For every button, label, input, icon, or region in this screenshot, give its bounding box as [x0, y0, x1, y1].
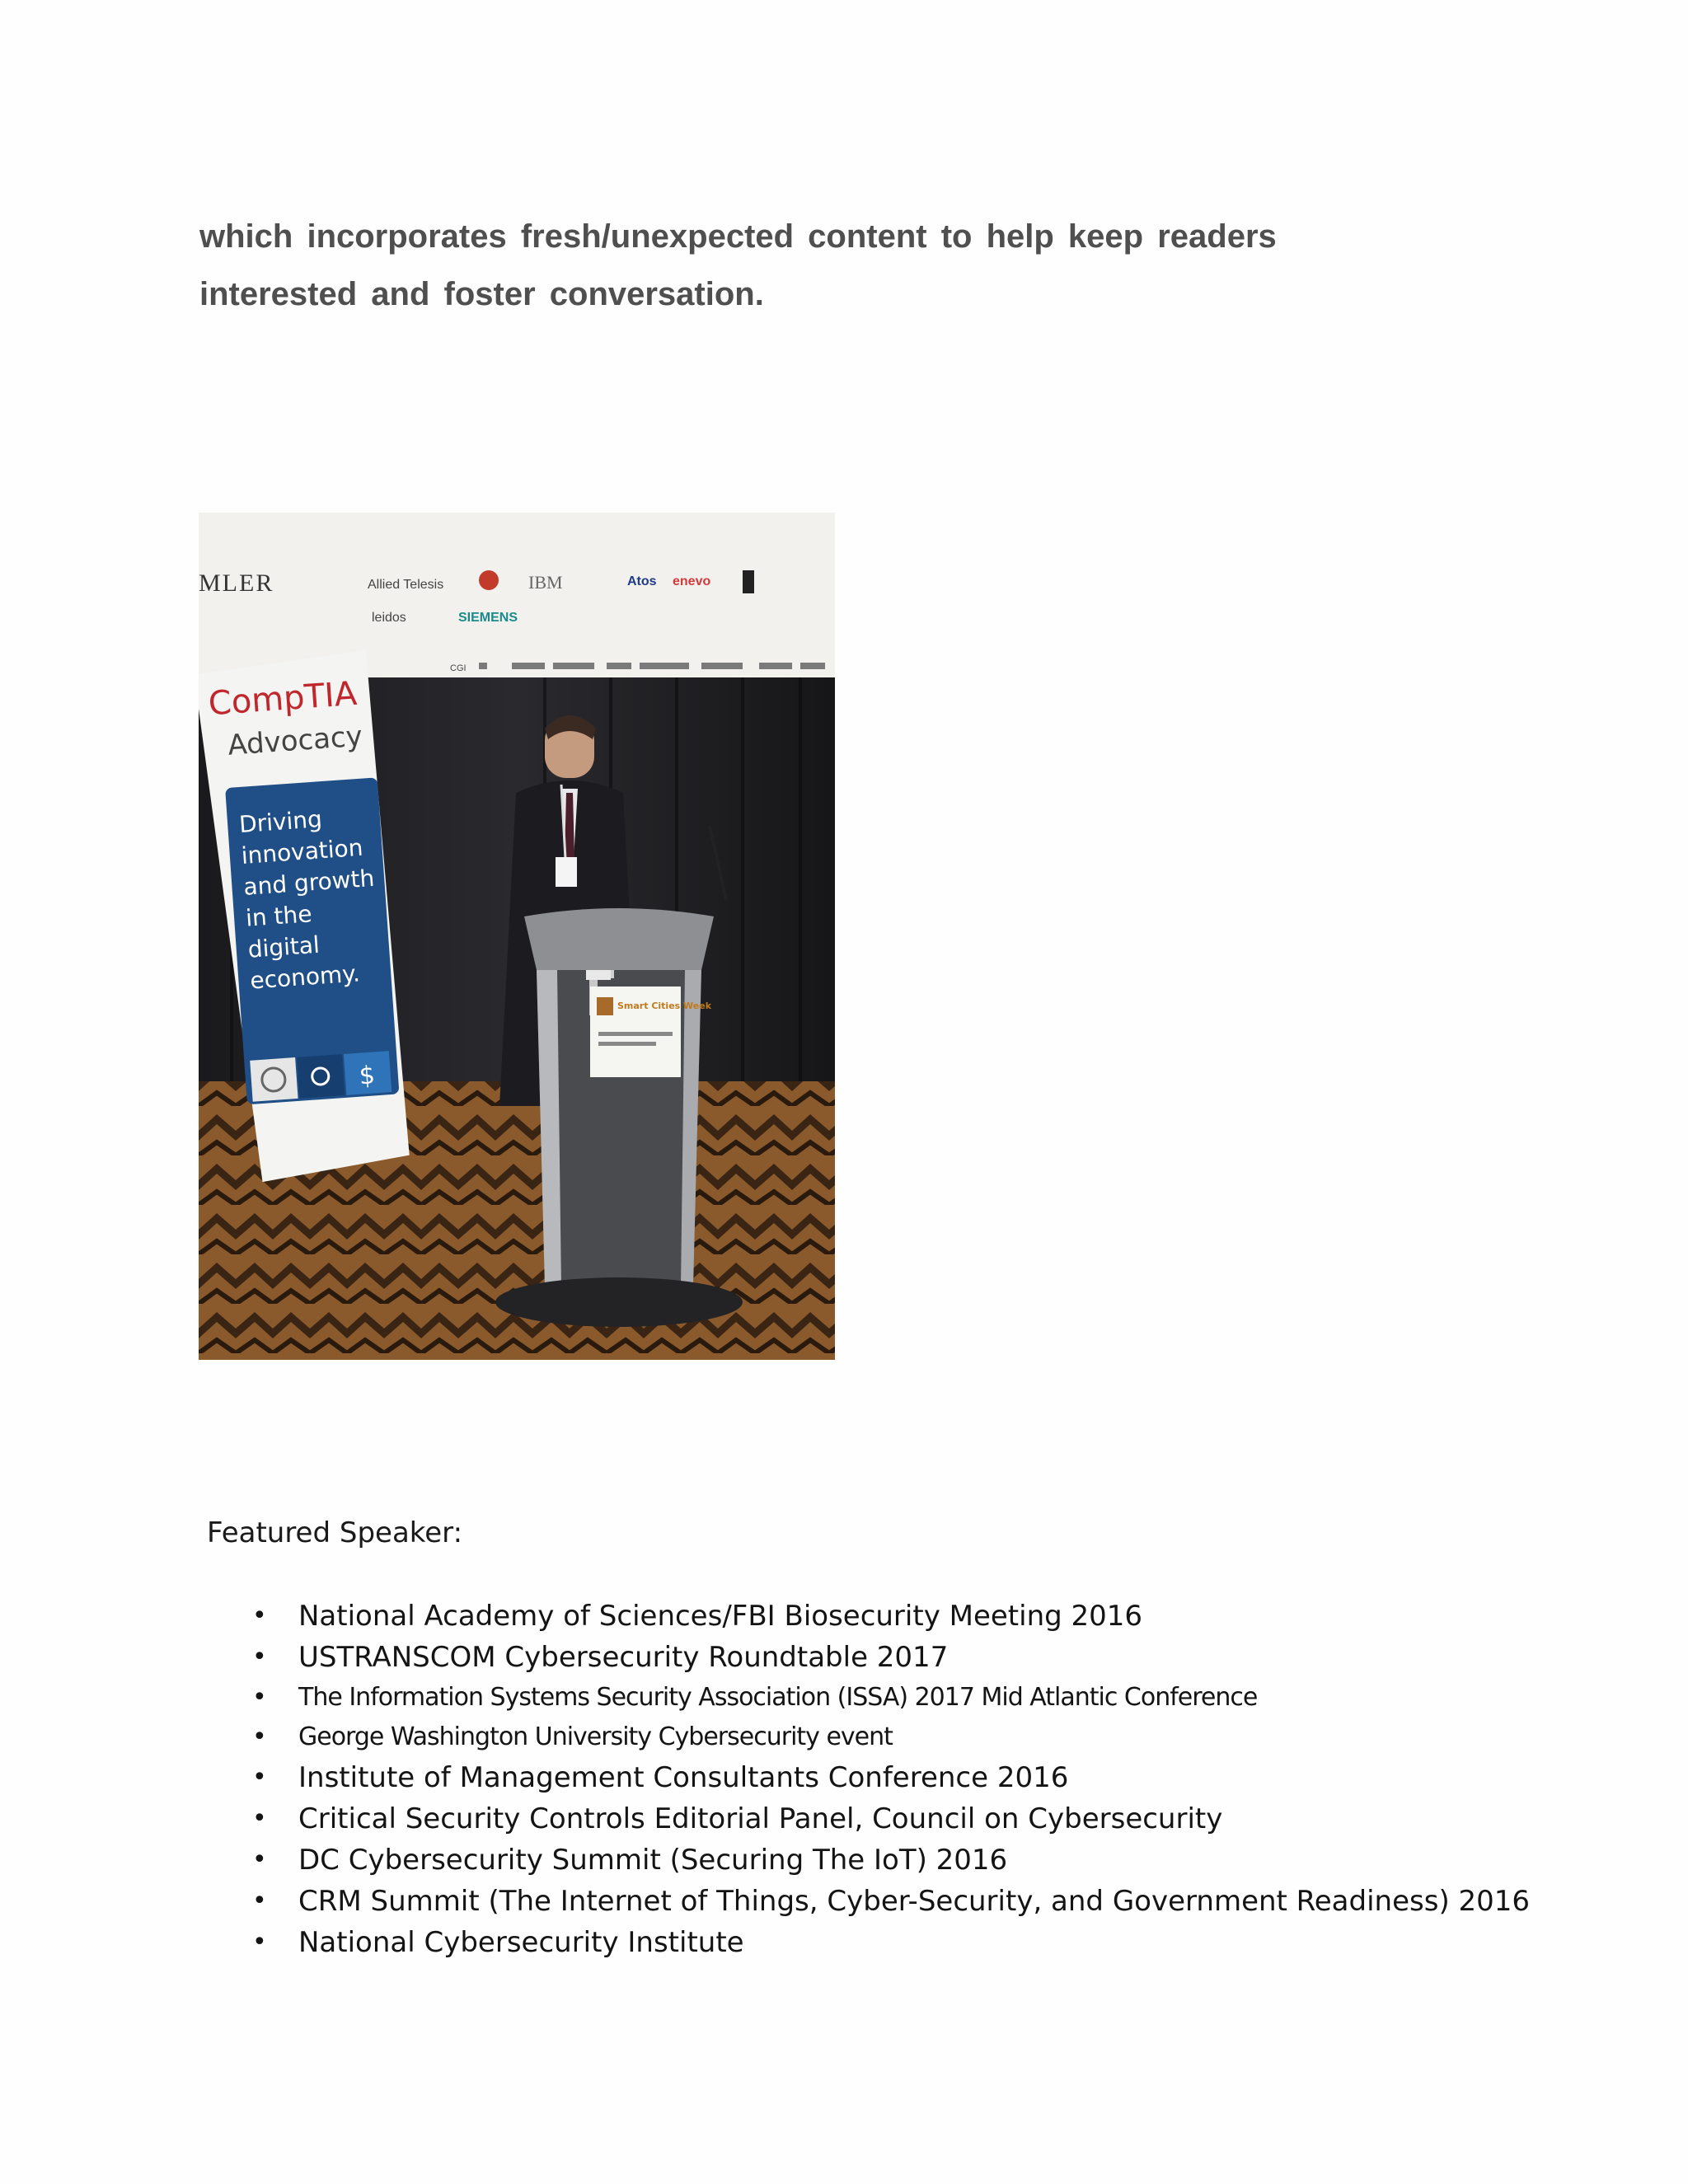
logo-allied-telesis: Allied Telesis: [368, 578, 444, 592]
logo-siemens: SIEMENS: [458, 611, 518, 625]
logo-atos: Atos: [627, 574, 657, 588]
svg-text:$: $: [358, 1061, 377, 1091]
list-item: • USTRANSCOM Cybersecurity Roundtable 2017: [247, 1637, 1530, 1678]
banner-line-5: digital: [246, 930, 321, 963]
bullet-icon: •: [252, 1763, 267, 1792]
event-photo: [199, 513, 835, 1360]
intro-paragraph: [199, 208, 1419, 323]
banner-line-6: economy.: [249, 959, 361, 995]
logo-cgi: CGI: [450, 663, 467, 673]
intro-line-2: interested and foster conversation.: [199, 276, 764, 312]
banner-brand: CompTIA: [207, 674, 359, 724]
bullet-icon: •: [252, 1643, 267, 1671]
logo-enevo: enevo: [673, 574, 711, 588]
list-item: • George Washington University Cybersecurity event: [247, 1718, 1530, 1757]
logo-ibm: IBM: [528, 572, 563, 593]
intro-line-1: which incorporates fresh/unexpected content to help keep readers: [199, 218, 1277, 255]
bullet-icon: •: [252, 1722, 266, 1751]
featured-speaker-heading: Featured Speaker:: [207, 1516, 463, 1549]
bullet-icon: •: [252, 1683, 266, 1712]
logo-leidos: leidos: [372, 611, 406, 625]
list-item: • DC Cybersecurity Summit (Securing The IoT) 2016: [247, 1840, 1530, 1881]
bullet-icon: •: [252, 1804, 267, 1833]
bullet-icon: •: [252, 1928, 267, 1957]
logo-mler: MLER: [199, 569, 274, 597]
list-item: • The Information Systems Security Association (ISSA) 2017 Mid Atlantic Conference: [247, 1678, 1530, 1718]
banner-line-3: and growth: [242, 864, 376, 901]
list-item: • National Academy of Sciences/FBI Biosecurity Meeting 2016: [247, 1596, 1530, 1637]
speaker-list: [247, 1596, 1530, 1963]
list-item: • National Cybersecurity Institute: [247, 1922, 1530, 1963]
bullet-icon: •: [252, 1601, 267, 1630]
bullet-icon: •: [252, 1845, 267, 1874]
podium-sign: Smart Cities Week: [617, 1001, 712, 1011]
banner-line-1: Driving: [238, 805, 323, 839]
list-item: • Critical Security Controls Editorial Panel, Council on Cybersecurity: [247, 1798, 1530, 1840]
banner-line-4: in the: [245, 900, 313, 932]
banner-sub: Advocacy: [227, 719, 364, 762]
bullet-icon: •: [252, 1886, 267, 1915]
list-item: • CRM Summit (The Internet of Things, Cyber-Security, and Government Readiness) 2016: [247, 1881, 1530, 1922]
list-item: • Institute of Management Consultants Conference 2016: [247, 1757, 1530, 1798]
banner-line-2: innovation: [240, 833, 364, 869]
